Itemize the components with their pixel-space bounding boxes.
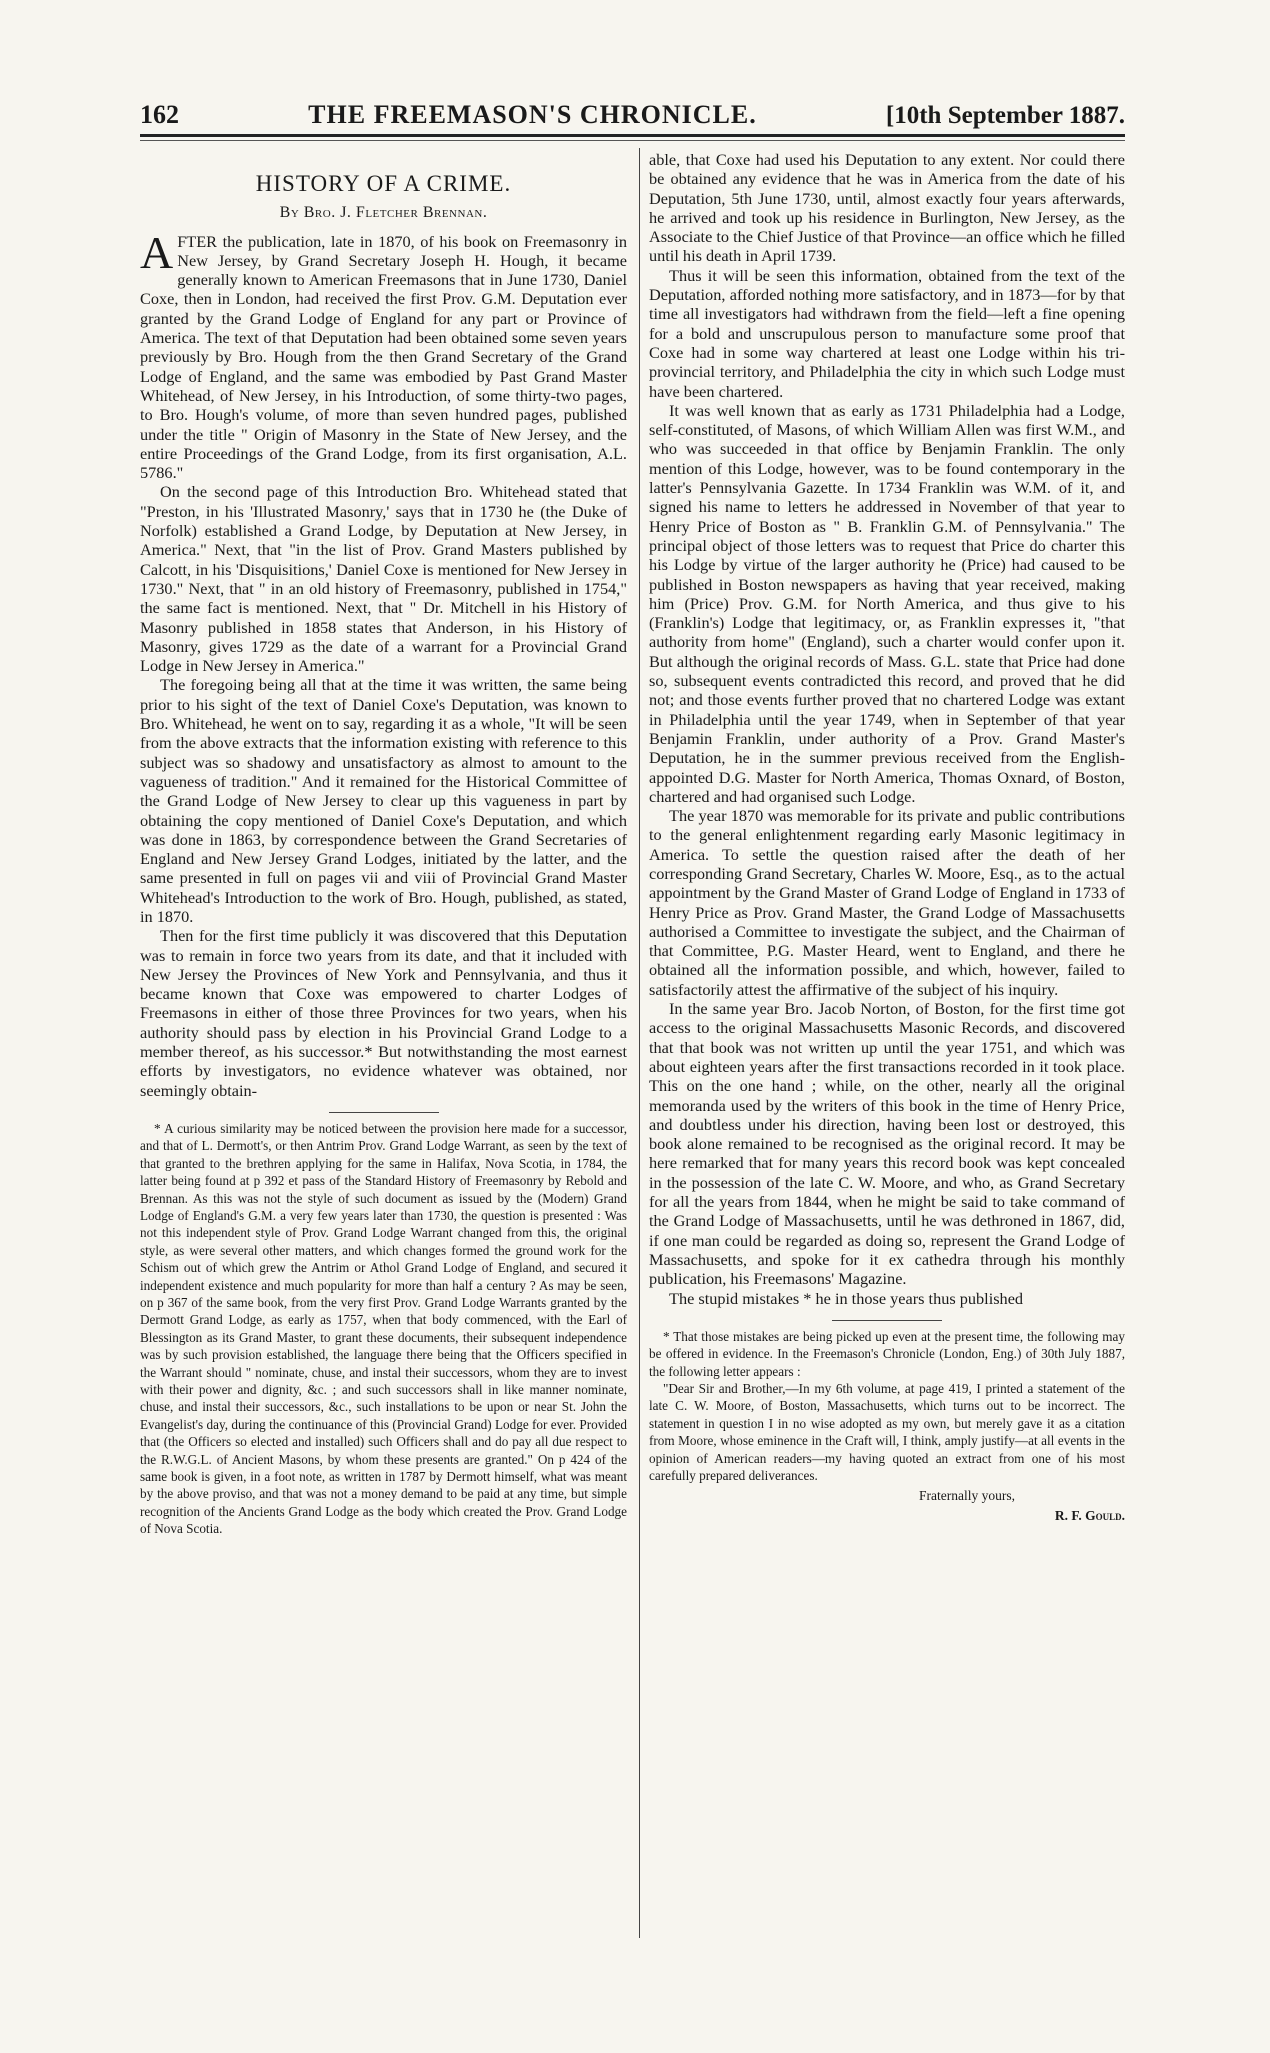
article-paragraph: able, that Coxe had used his Deputation to any extent. Nor could there be obtained any evidence that he was in America from the date of his Deputation, 5th June 1730, until, almost exactly four years afterwards, he arrived and took up his residence in Burlington, New Jersey, as the Associate to the Chief Justice of that Province—an office which he filled until his death in April 1739. bbox=[649, 150, 1125, 266]
article-byline: By Bro. J. Fletcher Brennan. bbox=[279, 204, 488, 222]
page-number: 162 bbox=[140, 100, 179, 129]
article-title: HISTORY OF A CRIME. bbox=[255, 171, 512, 196]
footnote bbox=[140, 1120, 627, 1538]
article-paragraph: It was well known that as early as 1731 Philadelphia had a Lodge, self-constituted, of Masons, of which William Allen was first W.M., and who was succeeded in that office by Benjamin Franklin. The only mention of this Lodge, however, was to be found contemporary in the latter's Pennsylvania Gazette. In 1734 Franklin was W.M. of it, and signed his name to letters he addressed in November of that year to Henry Price of Boston as " B. Franklin G.M. of Pennsylvania." The principal object of those letters was to request that Price do charter this his Lodge by virtue of the larger authority he (Price) had caused to be published in Boston newspapers as having that year received, making him (Price) Prov. G.M. for North America, and thus give to his (Franklin's) Lodge that legitimacy, or, as Franklin expresses it, "that authority from home" (England), such a charter would confer upon it. But although the original records of Mass. G.L. state that Price had done so, subsequent events contradicted this record, and proved that he did not; and those events further proved that no chartered Lodge was extant in Philadelphia until the year 1749, when in September of that year Benjamin Franklin, under authority of a Prov. Grand Master's Deputation, he in the summer previous received from the English-appointed D.G. Master for North America, Thomas Oxnard, of Boston, chartered and had organised such Lodge. bbox=[649, 400, 1125, 806]
article-paragraph: The year 1870 was memorable for its private and public contributions to the general enlightenment regarding early Masonic legitimacy in America. To settle the question raised after the death of her corresponding Grand Secretary, Charles W. Moore, Esq., as to the actual appointment by the Grand Master of Grand Lodge of England in 1733 of Henry Price as Prov. Grand Master, the Grand Lodge of Massachusetts authorised a Committee to investigate the subject, and the Chairman of that Committee, P.G. Master Heard, went to England, and there he obtained all the information possible, and which, however, failed to satisfactorily attest the affirmative of the subject of his inquiry. bbox=[649, 806, 1125, 999]
left-column bbox=[140, 150, 627, 1538]
footnote bbox=[649, 1328, 1125, 1524]
article-paragraph: In the same year Bro. Jacob Norton, of Boston, for the first time got access to the original Massachusetts Masonic Records, and discovered that that book was not written up until the year 1751, and which was about eighteen years after the first transactions recorded in it took place. This on the one hand ; while, on the other, nearly all the original memoranda used by the writers of this book in the time of Henry Price, and doubtless under his direction, having been lost or destroyed, this book alone remained to be recognised as the original record. It may be here remarked that for many years this record book was kept concealed in the possession of the late C. W. Moore, and who, as Grand Secretary for all the years from 1844, when he might be said to take command of the Grand Lodge of Massachusetts, until he was dethroned in 1867, did, if one man could be regarded as doing so, represent the Grand Lodge of Massachusetts, and spoke for it ex cathedra through his monthly publication, his Freemasons' Magazine. bbox=[649, 999, 1125, 1289]
article-paragraph: On the second page of this Introduction Bro. Whitehead stated that "Preston, in his 'Illustrated Masonry,' says that in 1730 he (the Duke of Norfolk) established a Grand Lodge, by Deputation at New Jersey, in America." Next, that "in the list of Prov. Grand Masters published by Calcott, in his 'Disquisitions,' Daniel Coxe is mentioned for New Jersey in 1730." Next, that " in an old history of Freemasonry, published in 1754," the same fact is mentioned. Next, that " Dr. Mitchell in his History of Masonry published in 1858 states that Anderson, in his History of Masonry, gives 1729 as the date of a warrant for a Provincial Grand Lodge in New Jersey in America." bbox=[140, 482, 627, 676]
article-paragraph: The stupid mistakes * he in those years thus published bbox=[669, 1288, 1024, 1308]
letter-signoff: Fraternally yours, bbox=[919, 1488, 1015, 1504]
publication-title: THE FREEMASON'S CHRONICLE. bbox=[308, 100, 757, 129]
page-header bbox=[140, 100, 1125, 130]
article-paragraph: The foregoing being all that at the time it was written, the same being prior to his sight of the text of Daniel Coxe's Deputation, was known to Bro. Whitehead, he went on to say, regarding it as a whole, "It will be seen from the above extracts that the information existing with reference to this subject was so shadowy and unsatisfactory as almost to amount to the vagueness of tradition." And it remained for the Historical Committee of the Grand Lodge of New Jersey to clear up this vagueness in part by obtaining the copy mentioned of Daniel Coxe's Deputation, and which was done in 1863, by correspondence between the Grand Secretaries of England and New Jersey Grand Lodges, initiated by the latter, and the same presented in full on pages vii and viii of Provincial Grand Master Whitehead's Introduction to the work of Bro. Hough, published, as stated, in 1870. bbox=[140, 675, 627, 926]
footnote-rule bbox=[329, 1112, 439, 1113]
header-rule-thin bbox=[140, 140, 1125, 141]
drop-cap: A bbox=[140, 226, 174, 278]
column-divider bbox=[639, 148, 640, 1938]
footnote-text: * A curious similarity may be noticed between the provision here made for a successor, and that of L. Dermott's, or then Antrim Prov. Grand Lodge Warrant, as seen by the text of that granted to the brethren applying for the same in Halifax, Nova Scotia, in 1784, the latter being found at p 392 et pass of the Standard History of Freemasonry by Rebold and Brennan. As this was not the style of such document as issued by the (Modern) Grand Lodge of England's G.M. a very few years later than 1730, the question is presented : Was not this independent style of Prov. Grand Lodge Warrant changed from this, the original style, as were several other matters, and which changes formed the ground work for the Schism out of which grew the Antrim or Athol Grand Lodge of England, and secured it independent existence and much popularity for more than half a century ? As may be seen, on p 367 of the same book, from the very first Prov. Grand Lodge Warrants granted by the Dermott Grand Lodge, as early as 1757, when that body commenced, with the Earl of Blessington as its Grand Master, to grant these documents, their subsequent independence was by such provision established, the language there being that the Officers specified in the Warrant should " nominate, chuse, and instal their successors, whom they are to invest with their power and dignity, &c. ; and such successors shall in like manner nominate, chuse, and instal their successors, &c., such installations to be upon or near St. John the Evangelist's day, during the continuance of this (Provincial Grand) Lodge for ever. Provided that (the Officers so elected and installed) such Officers shall and do pay all due respect to the R.W.G.L. of Ancient Masons, by whom these presents are granted." On p 424 of the same book is given, in a foot note, as written in 1787 by Dermott himself, what was meant by the above proviso, and that was not a money demand to be paid at any time, but simple recognition of the Ancients Grand Lodge as the body which created the Prov. Grand Lodge of Nova Scotia. bbox=[140, 1120, 627, 1537]
quoted-letter: "Dear Sir and Brother,—In my 6th volume, at page 419, I printed a statement of the late C. W. Moore, of Boston, Massachusetts, which turns out to be incorrect. The statement in question I in no wise adopted as my own, but merely gave it as a citation from Moore, whose eminence in the Craft will, I think, amply justify—at all events in the opinion of American readers—my having quoted an extract from one of his most carefully prepared deliverances. bbox=[649, 1381, 1125, 1484]
issue-date: [10th September 1887. bbox=[885, 102, 1125, 129]
header-rule bbox=[140, 134, 1125, 137]
letter-signature: R. F. Gould. bbox=[1054, 1507, 1125, 1523]
footnote-text: * That those mistakes are being picked up even at the present time, the following may be offered in evidence. In the Freemason's Chronicle (London, Eng.) of 30th July 1887, the following letter appears : bbox=[649, 1328, 1125, 1379]
right-column bbox=[649, 150, 1125, 1524]
footnote-rule bbox=[832, 1320, 942, 1321]
article-paragraph: AFTER the publication, late in 1870, of his book on Freemasonry in New Jersey, by Grand Secretary Joseph H. Hough, it became generally known to American Freemasons that in June 1730, Daniel Coxe, then in London, had received the first Prov. G.M. Deputation ever granted by the Grand Lodge of England for any part or Province of America. The text of that Deputation had been obtained some seven years previously by Bro. Hough from the then Grand Secretary of the Grand Lodge of England, and the same was embodied by Past Grand Master Whitehead, of New Jersey, in his Introduction, of some thirty-two pages, to Bro. Hough's volume, of more than seven hundred pages, published under the title " Origin of Masonry in the State of New Jersey, and the entire Proceedings of the Grand Lodge, from its first organisation, A.L. 5786." bbox=[140, 226, 627, 483]
article-paragraph: Then for the first time publicly it was discovered that this Deputation was to remain in force two years from its date, and that it included with New Jersey the Provinces of New York and Pennsylvania, and thus it became known that Coxe was empowered to charter Lodges of Freemasons in either of those three Provinces for two years, when his authority should pass by election in his Provincial Grand Lodge to a member thereof, as his successor.* But notwithstanding the most earnest efforts by investigators, no evidence whatever was obtained, nor seemingly obtain- bbox=[140, 926, 627, 1100]
article-paragraph: Thus it will be seen this information, obtained from the text of the Deputation, afforded nothing more satisfactory, and in 1873—for by that time all investigators had withdrawn from the field—left a fine opening for a bold and unscrupulous person to manufacture some proof that Coxe had in some way chartered at least one Lodge within his tri-provincial territory, and Philadelphia the city in which such Lodge must have been chartered. bbox=[649, 265, 1125, 401]
